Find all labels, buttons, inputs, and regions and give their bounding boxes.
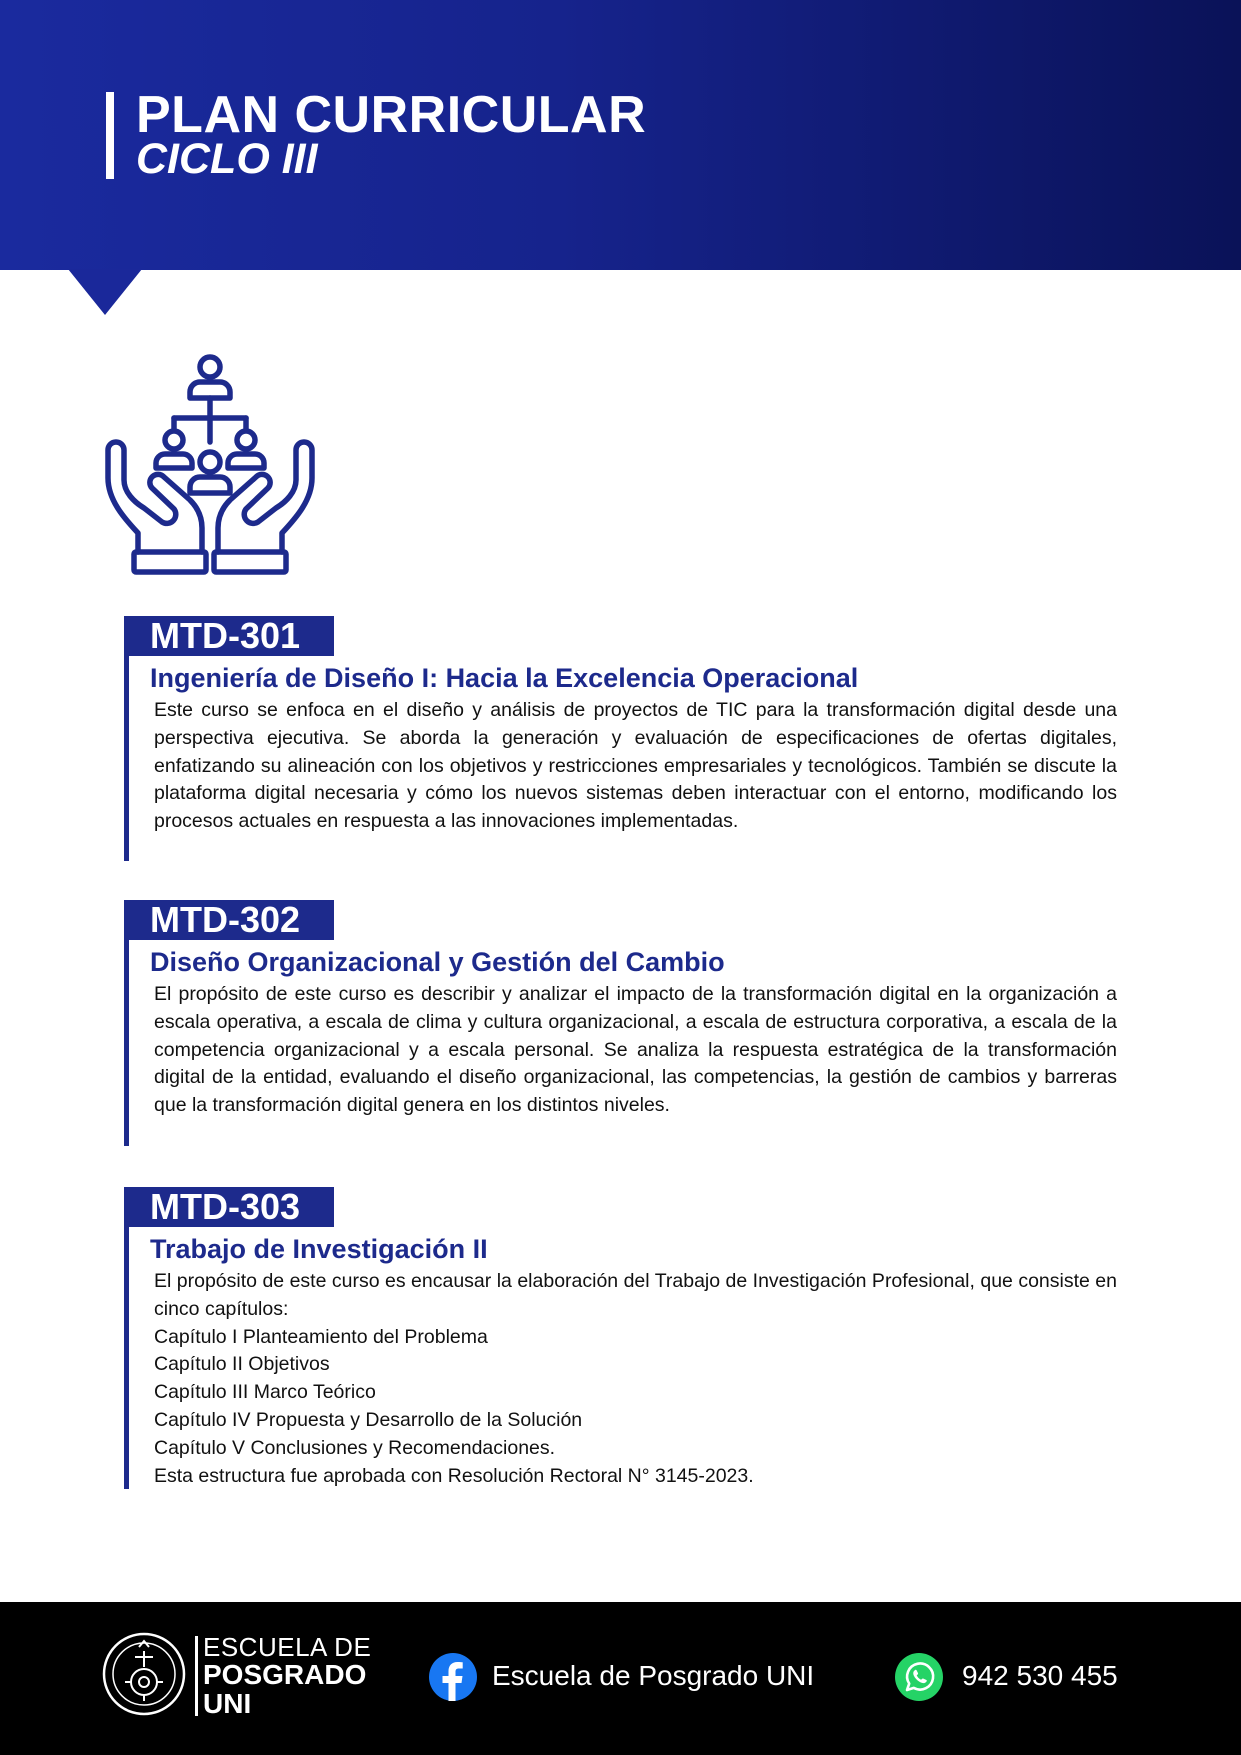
course-card-mtd-302 [124,900,1124,1146]
footer-divider [195,1636,198,1716]
page-title: PLAN CURRICULAR [136,86,647,144]
university-seal-icon [101,1617,187,1732]
course-description-text: El propósito de este curso es describir y analizar el impacto de la transformación digital en la organización a escala operativa, a escala de clima y cultura organizacional, a escala de estructura corporativa, a escala de la competencia organizacional y a escala personal. Se analiza la respuesta estratégica de la transformación digital de la entidad, evaluando el diseño organizacional, las competencias, la gestión de cambios y barreras que la transformación digital genera en los distintos niveles. [154,983,1117,1117]
course-title: Trabajo de Investigación II [150,1234,488,1264]
course-description [154,981,1117,1120]
course-code: MTD-301 [124,616,334,656]
school-logo-text [203,1634,371,1718]
school-name-line3: UNI [203,1688,252,1719]
course-title: Diseño Organizacional y Gestión del Cambio [150,947,725,977]
title-accent-bar [106,92,114,179]
course-code: MTD-303 [124,1187,334,1227]
course-description [154,1268,1117,1490]
resolution-note: Esta estructura fue aprobada con Resolución Rectoral N° 3145-2023. [154,1464,754,1487]
list-item: Capítulo IV Propuesta y Desarrollo de la Solución [154,1408,583,1431]
course-title: Ingeniería de Diseño I: Hacia la Excelencia Operacional [150,663,859,693]
list-item: Capítulo V Conclusiones y Recomendaciones. [154,1436,556,1459]
list-item: Capítulo II Objetivos [154,1353,330,1376]
list-item: Capítulo III Marco Teórico [154,1381,376,1404]
phone-number[interactable]: 942 530 455 [962,1660,1118,1691]
list-item: Capítulo I Planteamiento del Problema [154,1325,488,1348]
course-description-text: El propósito de este curso es encausar la elaboración del Trabajo de Investigación Profesional, que consiste en cinco capítulos: [154,1270,1117,1320]
course-card-mtd-301 [124,616,1124,861]
course-rail [124,1187,129,1489]
whatsapp-icon[interactable] [895,1653,943,1701]
school-name-line1: ESCUELA DE [203,1632,372,1662]
facebook-icon[interactable] [429,1653,477,1701]
facebook-link[interactable]: Escuela de Posgrado UNI [492,1660,815,1691]
course-description-text: Este curso se enfoca en el diseño y análisis de proyectos de TIC para la transformación digital desde una perspectiva ejecutiva. Se aborda la generación y evaluación de especificaciones de ofertas digitales, enfatizando su alineación con los objetivos y restricciones empresariales y tecnológicos. También se discute la plataforma digital necesaria y cómo los nuevos sistemas deben interactuar con el entorno, modificando los procesos actuales en respuesta a las innovaciones implementadas. [154,699,1117,833]
hands-holding-team-hierarchy-icon [104,350,316,576]
course-description [154,697,1117,836]
header-notch [68,269,142,315]
course-code: MTD-302 [124,900,334,940]
page-subtitle: CICLO III [136,135,318,183]
school-name-line2: POSGRADO [203,1659,367,1690]
course-card-mtd-303 [124,1187,1124,1489]
chapter-list [154,1324,1117,1491]
